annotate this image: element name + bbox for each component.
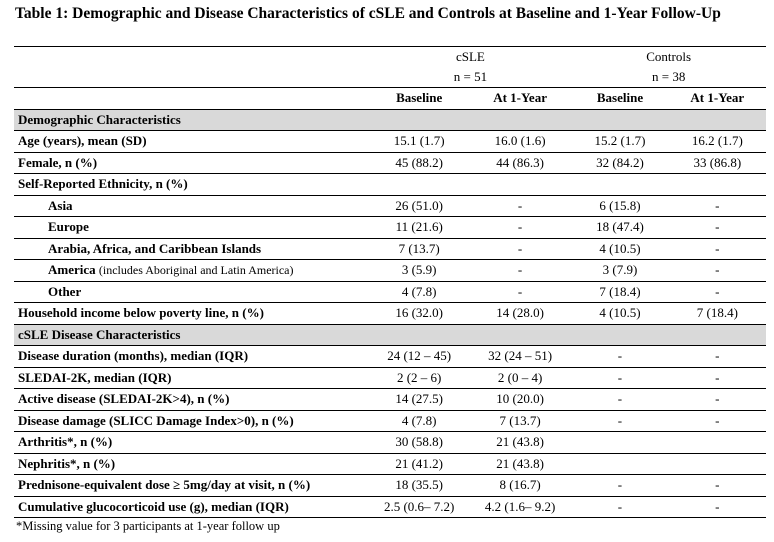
value-cell: 32 (24 – 51) [469, 346, 571, 368]
value-cell: - [469, 217, 571, 239]
value-cell: 7 (18.4) [669, 303, 766, 325]
value-cell: 3 (7.9) [571, 260, 668, 282]
value-cell: 33 (86.8) [669, 152, 766, 174]
row-label: Nephritis*, n (%) [18, 455, 116, 471]
value-cell: - [669, 346, 766, 368]
table-row [14, 475, 766, 497]
value-cell: - [469, 260, 571, 282]
row-label: Europe [48, 219, 89, 235]
row-label: Self-Reported Ethnicity, n (%) [18, 176, 188, 192]
row-label: Disease duration (months), median (IQR) [18, 348, 249, 364]
value-cell: - [469, 281, 571, 303]
value-cell: 10 (20.0) [469, 389, 571, 411]
value-cell: - [669, 281, 766, 303]
value-cell: 32 (84.2) [571, 152, 668, 174]
row-label: Other [48, 283, 82, 299]
value-cell: 45 (88.2) [370, 152, 469, 174]
table-row [14, 346, 766, 368]
row-label-cell [14, 174, 370, 196]
value-cell: 4.2 (1.6– 9.2) [469, 496, 571, 518]
table-row [14, 303, 766, 325]
value-cell: 8 (16.7) [469, 475, 571, 497]
table-row [14, 496, 766, 518]
value-cell: - [669, 217, 766, 239]
value-cell: - [571, 389, 668, 411]
row-label: Active disease (SLEDAI-2K>4), n (%) [18, 391, 230, 407]
value-cell: - [571, 367, 668, 389]
row-label: Disease damage (SLICC Damage Index>0), n (%) [18, 412, 294, 428]
row-label: Age (years), mean (SD) [18, 133, 147, 149]
value-cell: 4 (10.5) [571, 303, 668, 325]
value-cell [571, 453, 668, 475]
value-cell: - [571, 346, 668, 368]
row-label-cell [14, 453, 370, 475]
value-cell: - [469, 195, 571, 217]
value-cell: - [669, 367, 766, 389]
value-cell: 15.2 (1.7) [571, 131, 668, 153]
table-row [14, 152, 766, 174]
group-name: cSLE [455, 49, 485, 64]
value-cell: 16.0 (1.6) [469, 131, 571, 153]
section-heading-row [14, 324, 766, 346]
value-cell: 4 (7.8) [370, 410, 469, 432]
value-cell [370, 174, 469, 196]
row-label-cell [14, 496, 370, 518]
table-row [14, 174, 766, 196]
value-cell: 4 (7.8) [370, 281, 469, 303]
row-label-cell [14, 475, 370, 497]
value-cell: 7 (13.7) [469, 410, 571, 432]
row-label: SLEDAI-2K, median (IQR) [18, 369, 172, 385]
column-header: At 1-Year [469, 88, 571, 110]
row-label: Prednisone-equivalent dose ≥ 5mg/day at visit, n (%) [18, 477, 311, 493]
column-header: Baseline [571, 88, 668, 110]
footnote: *Missing value for 3 participants at 1-year follow up [16, 519, 280, 533]
value-cell: - [669, 238, 766, 260]
value-cell [571, 432, 668, 454]
value-cell: 18 (47.4) [571, 217, 668, 239]
row-label-cell [14, 260, 370, 282]
value-cell: - [669, 410, 766, 432]
table-row [14, 453, 766, 475]
row-label-cell [14, 367, 370, 389]
table-row [14, 432, 766, 454]
value-cell: 14 (27.5) [370, 389, 469, 411]
row-label-note: (includes Aboriginal and Latin America) [98, 263, 294, 278]
header-blank [14, 88, 370, 110]
value-cell: 15.1 (1.7) [370, 131, 469, 153]
value-cell: 7 (13.7) [370, 238, 469, 260]
column-header: Baseline [370, 88, 469, 110]
row-label: Cumulative glucocorticoid use (g), median (IQR) [18, 498, 289, 514]
table-row [14, 389, 766, 411]
data-table [14, 46, 766, 518]
value-cell: 44 (86.3) [469, 152, 571, 174]
value-cell: 18 (35.5) [370, 475, 469, 497]
value-cell: 2 (2 – 6) [370, 367, 469, 389]
row-label-cell [14, 217, 370, 239]
row-label-cell [14, 432, 370, 454]
group-n: n = 38 [651, 69, 686, 84]
value-cell: 21 (43.8) [469, 432, 571, 454]
value-cell [469, 174, 571, 196]
value-cell: - [669, 260, 766, 282]
value-cell: 14 (28.0) [469, 303, 571, 325]
group-name: Controls [646, 49, 692, 64]
section-heading-row [14, 109, 766, 131]
group-n: n = 51 [453, 69, 488, 84]
row-label-cell [14, 195, 370, 217]
value-cell: 16.2 (1.7) [669, 131, 766, 153]
row-label-cell [14, 410, 370, 432]
table-row [14, 410, 766, 432]
value-cell: 16 (32.0) [370, 303, 469, 325]
value-cell: 24 (12 – 45) [370, 346, 469, 368]
row-label-cell [14, 303, 370, 325]
value-cell: 21 (43.8) [469, 453, 571, 475]
row-label: America [48, 262, 96, 278]
row-label-cell [14, 281, 370, 303]
group-header-controls [571, 47, 766, 88]
table-row [14, 260, 766, 282]
row-label-cell [14, 131, 370, 153]
value-cell: - [669, 475, 766, 497]
value-cell [571, 174, 668, 196]
row-label: Arabia, Africa, and Caribbean Islands [48, 240, 262, 256]
value-cell [669, 174, 766, 196]
header-blank [14, 47, 370, 88]
value-cell: - [669, 496, 766, 518]
value-cell: 21 (41.2) [370, 453, 469, 475]
value-cell: - [571, 496, 668, 518]
row-label-cell [14, 152, 370, 174]
value-cell: 30 (58.8) [370, 432, 469, 454]
row-label-cell [14, 389, 370, 411]
row-label: Household income below poverty line, n (%) [18, 305, 264, 321]
value-cell: - [669, 389, 766, 411]
table-row [14, 281, 766, 303]
table-row [14, 367, 766, 389]
section-heading: Demographic Characteristics [14, 109, 766, 131]
table-title: Table 1: Demographic and Disease Characteristics of cSLE and Controls at Baseline and 1-Year Follow-Up [15, 5, 721, 22]
group-header-cslE [370, 47, 572, 88]
value-cell: 2 (0 – 4) [469, 367, 571, 389]
value-cell: 26 (51.0) [370, 195, 469, 217]
value-cell: 7 (18.4) [571, 281, 668, 303]
value-cell: 6 (15.8) [571, 195, 668, 217]
value-cell: 11 (21.6) [370, 217, 469, 239]
value-cell: 3 (5.9) [370, 260, 469, 282]
group-header-row [14, 47, 766, 88]
column-header-row [14, 88, 766, 110]
table-row [14, 238, 766, 260]
value-cell: - [469, 238, 571, 260]
table-row [14, 217, 766, 239]
value-cell: - [571, 475, 668, 497]
row-label: Arthritis*, n (%) [18, 434, 113, 450]
row-label-cell [14, 238, 370, 260]
value-cell [669, 432, 766, 454]
row-label-cell [14, 346, 370, 368]
value-cell [669, 453, 766, 475]
value-cell: - [669, 195, 766, 217]
row-label: Asia [48, 197, 73, 213]
section-heading: cSLE Disease Characteristics [14, 324, 766, 346]
value-cell: 2.5 (0.6– 7.2) [370, 496, 469, 518]
table-row [14, 131, 766, 153]
row-label: Female, n (%) [18, 154, 98, 170]
column-header: At 1-Year [669, 88, 766, 110]
value-cell: 4 (10.5) [571, 238, 668, 260]
table-row [14, 195, 766, 217]
value-cell: - [571, 410, 668, 432]
